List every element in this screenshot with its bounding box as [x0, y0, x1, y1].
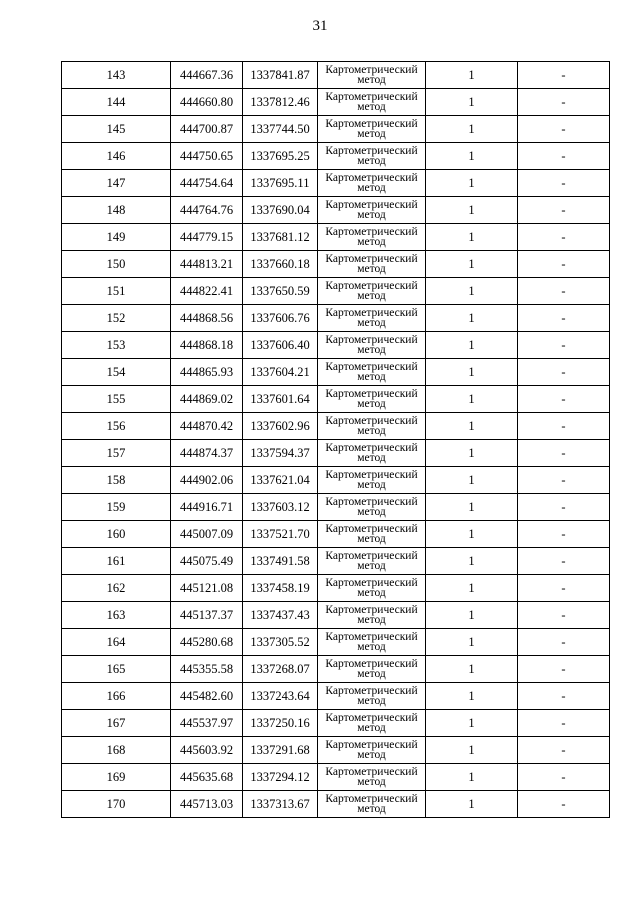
- point-number-cell: 143: [62, 62, 171, 89]
- point-number-cell: 161: [62, 548, 171, 575]
- x-coordinate-cell: 444902.06: [171, 467, 243, 494]
- y-coordinate-cell: 1337744.50: [243, 116, 318, 143]
- y-coordinate-cell: 1337594.37: [243, 440, 318, 467]
- x-coordinate-cell: 444813.21: [171, 251, 243, 278]
- note-cell: -: [518, 251, 610, 278]
- y-coordinate-cell: 1337606.40: [243, 332, 318, 359]
- table-row: [62, 413, 610, 440]
- method-label: Картометрический метод: [325, 496, 418, 518]
- method-cell: [318, 548, 426, 575]
- x-coordinate-cell: 444754.64: [171, 170, 243, 197]
- accuracy-cell: 1: [426, 332, 518, 359]
- y-coordinate-cell: 1337602.96: [243, 413, 318, 440]
- note-cell: -: [518, 197, 610, 224]
- method-cell: [318, 710, 426, 737]
- table-row: [62, 116, 610, 143]
- method-cell: [318, 413, 426, 440]
- x-coordinate-cell: 445603.92: [171, 737, 243, 764]
- accuracy-cell: 1: [426, 602, 518, 629]
- point-number-cell: 156: [62, 413, 171, 440]
- table-row: [62, 62, 610, 89]
- x-coordinate-cell: 445482.60: [171, 683, 243, 710]
- note-cell: -: [518, 278, 610, 305]
- note-cell: -: [518, 791, 610, 818]
- method-label: Картометрический метод: [325, 199, 418, 221]
- x-coordinate-cell: 444916.71: [171, 494, 243, 521]
- method-cell: [318, 197, 426, 224]
- y-coordinate-cell: 1337695.11: [243, 170, 318, 197]
- y-coordinate-cell: 1337681.12: [243, 224, 318, 251]
- y-coordinate-cell: 1337695.25: [243, 143, 318, 170]
- accuracy-cell: 1: [426, 251, 518, 278]
- note-cell: -: [518, 305, 610, 332]
- method-label: Картометрический метод: [325, 64, 418, 86]
- method-label: Картометрический метод: [325, 388, 418, 410]
- y-coordinate-cell: 1337291.68: [243, 737, 318, 764]
- accuracy-cell: 1: [426, 89, 518, 116]
- note-cell: -: [518, 89, 610, 116]
- x-coordinate-cell: 444700.87: [171, 116, 243, 143]
- note-cell: -: [518, 467, 610, 494]
- accuracy-cell: 1: [426, 305, 518, 332]
- table-body: [62, 62, 610, 818]
- point-number-cell: 162: [62, 575, 171, 602]
- x-coordinate-cell: 444750.65: [171, 143, 243, 170]
- accuracy-cell: 1: [426, 656, 518, 683]
- method-cell: [318, 737, 426, 764]
- accuracy-cell: 1: [426, 62, 518, 89]
- table-row: [62, 521, 610, 548]
- point-number-cell: 165: [62, 656, 171, 683]
- table-row: [62, 791, 610, 818]
- method-cell: [318, 494, 426, 521]
- x-coordinate-cell: 444764.76: [171, 197, 243, 224]
- point-number-cell: 151: [62, 278, 171, 305]
- method-label: Картометрический метод: [325, 739, 418, 761]
- method-label: Картометрический метод: [325, 712, 418, 734]
- table-row: [62, 494, 610, 521]
- method-label: Картометрический метод: [325, 550, 418, 572]
- point-number-cell: 155: [62, 386, 171, 413]
- note-cell: -: [518, 494, 610, 521]
- table-row: [62, 656, 610, 683]
- method-label: Картометрический метод: [325, 280, 418, 302]
- x-coordinate-cell: 444660.80: [171, 89, 243, 116]
- accuracy-cell: 1: [426, 521, 518, 548]
- method-label: Картометрический метод: [325, 523, 418, 545]
- method-cell: [318, 89, 426, 116]
- accuracy-cell: 1: [426, 629, 518, 656]
- accuracy-cell: 1: [426, 224, 518, 251]
- method-label: Картометрический метод: [325, 658, 418, 680]
- accuracy-cell: 1: [426, 737, 518, 764]
- note-cell: -: [518, 170, 610, 197]
- method-cell: [318, 332, 426, 359]
- method-label: Картометрический метод: [325, 577, 418, 599]
- point-number-cell: 149: [62, 224, 171, 251]
- method-cell: [318, 629, 426, 656]
- note-cell: -: [518, 359, 610, 386]
- table-row: [62, 359, 610, 386]
- accuracy-cell: 1: [426, 710, 518, 737]
- y-coordinate-cell: 1337841.87: [243, 62, 318, 89]
- accuracy-cell: 1: [426, 440, 518, 467]
- point-number-cell: 160: [62, 521, 171, 548]
- accuracy-cell: 1: [426, 278, 518, 305]
- y-coordinate-cell: 1337294.12: [243, 764, 318, 791]
- note-cell: -: [518, 332, 610, 359]
- point-number-cell: 148: [62, 197, 171, 224]
- table-row: [62, 602, 610, 629]
- page-number: 31: [312, 18, 328, 34]
- y-coordinate-cell: 1337690.04: [243, 197, 318, 224]
- y-coordinate-cell: 1337313.67: [243, 791, 318, 818]
- method-cell: [318, 224, 426, 251]
- note-cell: -: [518, 764, 610, 791]
- note-cell: -: [518, 602, 610, 629]
- y-coordinate-cell: 1337621.04: [243, 467, 318, 494]
- method-cell: [318, 305, 426, 332]
- x-coordinate-cell: 444868.18: [171, 332, 243, 359]
- point-number-cell: 146: [62, 143, 171, 170]
- note-cell: -: [518, 413, 610, 440]
- note-cell: -: [518, 440, 610, 467]
- x-coordinate-cell: 444667.36: [171, 62, 243, 89]
- note-cell: -: [518, 629, 610, 656]
- method-label: Картометрический метод: [325, 442, 418, 464]
- x-coordinate-cell: 444868.56: [171, 305, 243, 332]
- note-cell: -: [518, 737, 610, 764]
- x-coordinate-cell: 445007.09: [171, 521, 243, 548]
- y-coordinate-cell: 1337305.52: [243, 629, 318, 656]
- method-cell: [318, 386, 426, 413]
- method-cell: [318, 359, 426, 386]
- method-cell: [318, 656, 426, 683]
- method-label: Картометрический метод: [325, 91, 418, 113]
- method-cell: [318, 467, 426, 494]
- point-number-cell: 170: [62, 791, 171, 818]
- method-cell: [318, 575, 426, 602]
- method-label: Картометрический метод: [325, 145, 418, 167]
- method-cell: [318, 440, 426, 467]
- point-number-cell: 152: [62, 305, 171, 332]
- note-cell: -: [518, 710, 610, 737]
- table-row: [62, 575, 610, 602]
- accuracy-cell: 1: [426, 494, 518, 521]
- y-coordinate-cell: 1337812.46: [243, 89, 318, 116]
- accuracy-cell: 1: [426, 197, 518, 224]
- x-coordinate-cell: 445713.03: [171, 791, 243, 818]
- x-coordinate-cell: 445280.68: [171, 629, 243, 656]
- table-row: [62, 332, 610, 359]
- point-number-cell: 166: [62, 683, 171, 710]
- x-coordinate-cell: 445137.37: [171, 602, 243, 629]
- table-row: [62, 683, 610, 710]
- accuracy-cell: 1: [426, 683, 518, 710]
- method-label: Картометрический метод: [325, 253, 418, 275]
- y-coordinate-cell: 1337268.07: [243, 656, 318, 683]
- point-number-cell: 168: [62, 737, 171, 764]
- x-coordinate-cell: 444874.37: [171, 440, 243, 467]
- accuracy-cell: 1: [426, 359, 518, 386]
- x-coordinate-cell: 444869.02: [171, 386, 243, 413]
- method-cell: [318, 143, 426, 170]
- method-cell: [318, 116, 426, 143]
- method-label: Картометрический метод: [325, 631, 418, 653]
- accuracy-cell: 1: [426, 386, 518, 413]
- method-label: Картометрический метод: [325, 685, 418, 707]
- method-label: Картометрический метод: [325, 604, 418, 626]
- table-row: [62, 89, 610, 116]
- y-coordinate-cell: 1337603.12: [243, 494, 318, 521]
- point-number-cell: 145: [62, 116, 171, 143]
- method-label: Картометрический метод: [325, 361, 418, 383]
- note-cell: -: [518, 143, 610, 170]
- method-cell: [318, 170, 426, 197]
- note-cell: -: [518, 224, 610, 251]
- accuracy-cell: 1: [426, 764, 518, 791]
- table-row: [62, 197, 610, 224]
- point-number-cell: 169: [62, 764, 171, 791]
- method-cell: [318, 521, 426, 548]
- x-coordinate-cell: 445355.58: [171, 656, 243, 683]
- note-cell: -: [518, 683, 610, 710]
- y-coordinate-cell: 1337458.19: [243, 575, 318, 602]
- note-cell: -: [518, 656, 610, 683]
- accuracy-cell: 1: [426, 170, 518, 197]
- x-coordinate-cell: 444779.15: [171, 224, 243, 251]
- x-coordinate-cell: 445635.68: [171, 764, 243, 791]
- method-cell: [318, 791, 426, 818]
- method-label: Картометрический метод: [325, 793, 418, 815]
- table-row: [62, 467, 610, 494]
- table-row: [62, 170, 610, 197]
- accuracy-cell: 1: [426, 143, 518, 170]
- x-coordinate-cell: 444870.42: [171, 413, 243, 440]
- table-row: [62, 224, 610, 251]
- note-cell: -: [518, 521, 610, 548]
- y-coordinate-cell: 1337604.21: [243, 359, 318, 386]
- y-coordinate-cell: 1337437.43: [243, 602, 318, 629]
- point-number-cell: 153: [62, 332, 171, 359]
- table-row: [62, 305, 610, 332]
- x-coordinate-cell: 444865.93: [171, 359, 243, 386]
- method-cell: [318, 278, 426, 305]
- note-cell: -: [518, 548, 610, 575]
- y-coordinate-cell: 1337521.70: [243, 521, 318, 548]
- point-number-cell: 144: [62, 89, 171, 116]
- table-row: [62, 629, 610, 656]
- y-coordinate-cell: 1337606.76: [243, 305, 318, 332]
- point-number-cell: 147: [62, 170, 171, 197]
- method-label: Картометрический метод: [325, 766, 418, 788]
- method-label: Картометрический метод: [325, 118, 418, 140]
- method-cell: [318, 62, 426, 89]
- coordinates-table: [61, 61, 610, 818]
- point-number-cell: 164: [62, 629, 171, 656]
- point-number-cell: 158: [62, 467, 171, 494]
- table-row: [62, 548, 610, 575]
- accuracy-cell: 1: [426, 575, 518, 602]
- method-label: Картометрический метод: [325, 334, 418, 356]
- x-coordinate-cell: 444822.41: [171, 278, 243, 305]
- method-label: Картометрический метод: [325, 469, 418, 491]
- y-coordinate-cell: 1337491.58: [243, 548, 318, 575]
- table-row: [62, 143, 610, 170]
- y-coordinate-cell: 1337660.18: [243, 251, 318, 278]
- y-coordinate-cell: 1337243.64: [243, 683, 318, 710]
- method-label: Картометрический метод: [325, 307, 418, 329]
- table-row: [62, 764, 610, 791]
- table-row: [62, 386, 610, 413]
- method-cell: [318, 602, 426, 629]
- y-coordinate-cell: 1337250.16: [243, 710, 318, 737]
- note-cell: -: [518, 386, 610, 413]
- method-cell: [318, 764, 426, 791]
- table-row: [62, 251, 610, 278]
- accuracy-cell: 1: [426, 548, 518, 575]
- accuracy-cell: 1: [426, 413, 518, 440]
- y-coordinate-cell: 1337601.64: [243, 386, 318, 413]
- note-cell: -: [518, 62, 610, 89]
- table-row: [62, 710, 610, 737]
- point-number-cell: 167: [62, 710, 171, 737]
- method-label: Картометрический метод: [325, 226, 418, 248]
- point-number-cell: 163: [62, 602, 171, 629]
- method-label: Картометрический метод: [325, 172, 418, 194]
- note-cell: -: [518, 575, 610, 602]
- point-number-cell: 159: [62, 494, 171, 521]
- method-cell: [318, 683, 426, 710]
- accuracy-cell: 1: [426, 467, 518, 494]
- accuracy-cell: 1: [426, 116, 518, 143]
- y-coordinate-cell: 1337650.59: [243, 278, 318, 305]
- table-row: [62, 737, 610, 764]
- table-row: [62, 278, 610, 305]
- point-number-cell: 154: [62, 359, 171, 386]
- table-row: [62, 440, 610, 467]
- method-cell: [318, 251, 426, 278]
- x-coordinate-cell: 445121.08: [171, 575, 243, 602]
- x-coordinate-cell: 445537.97: [171, 710, 243, 737]
- point-number-cell: 150: [62, 251, 171, 278]
- x-coordinate-cell: 445075.49: [171, 548, 243, 575]
- accuracy-cell: 1: [426, 791, 518, 818]
- method-label: Картометрический метод: [325, 415, 418, 437]
- point-number-cell: 157: [62, 440, 171, 467]
- note-cell: -: [518, 116, 610, 143]
